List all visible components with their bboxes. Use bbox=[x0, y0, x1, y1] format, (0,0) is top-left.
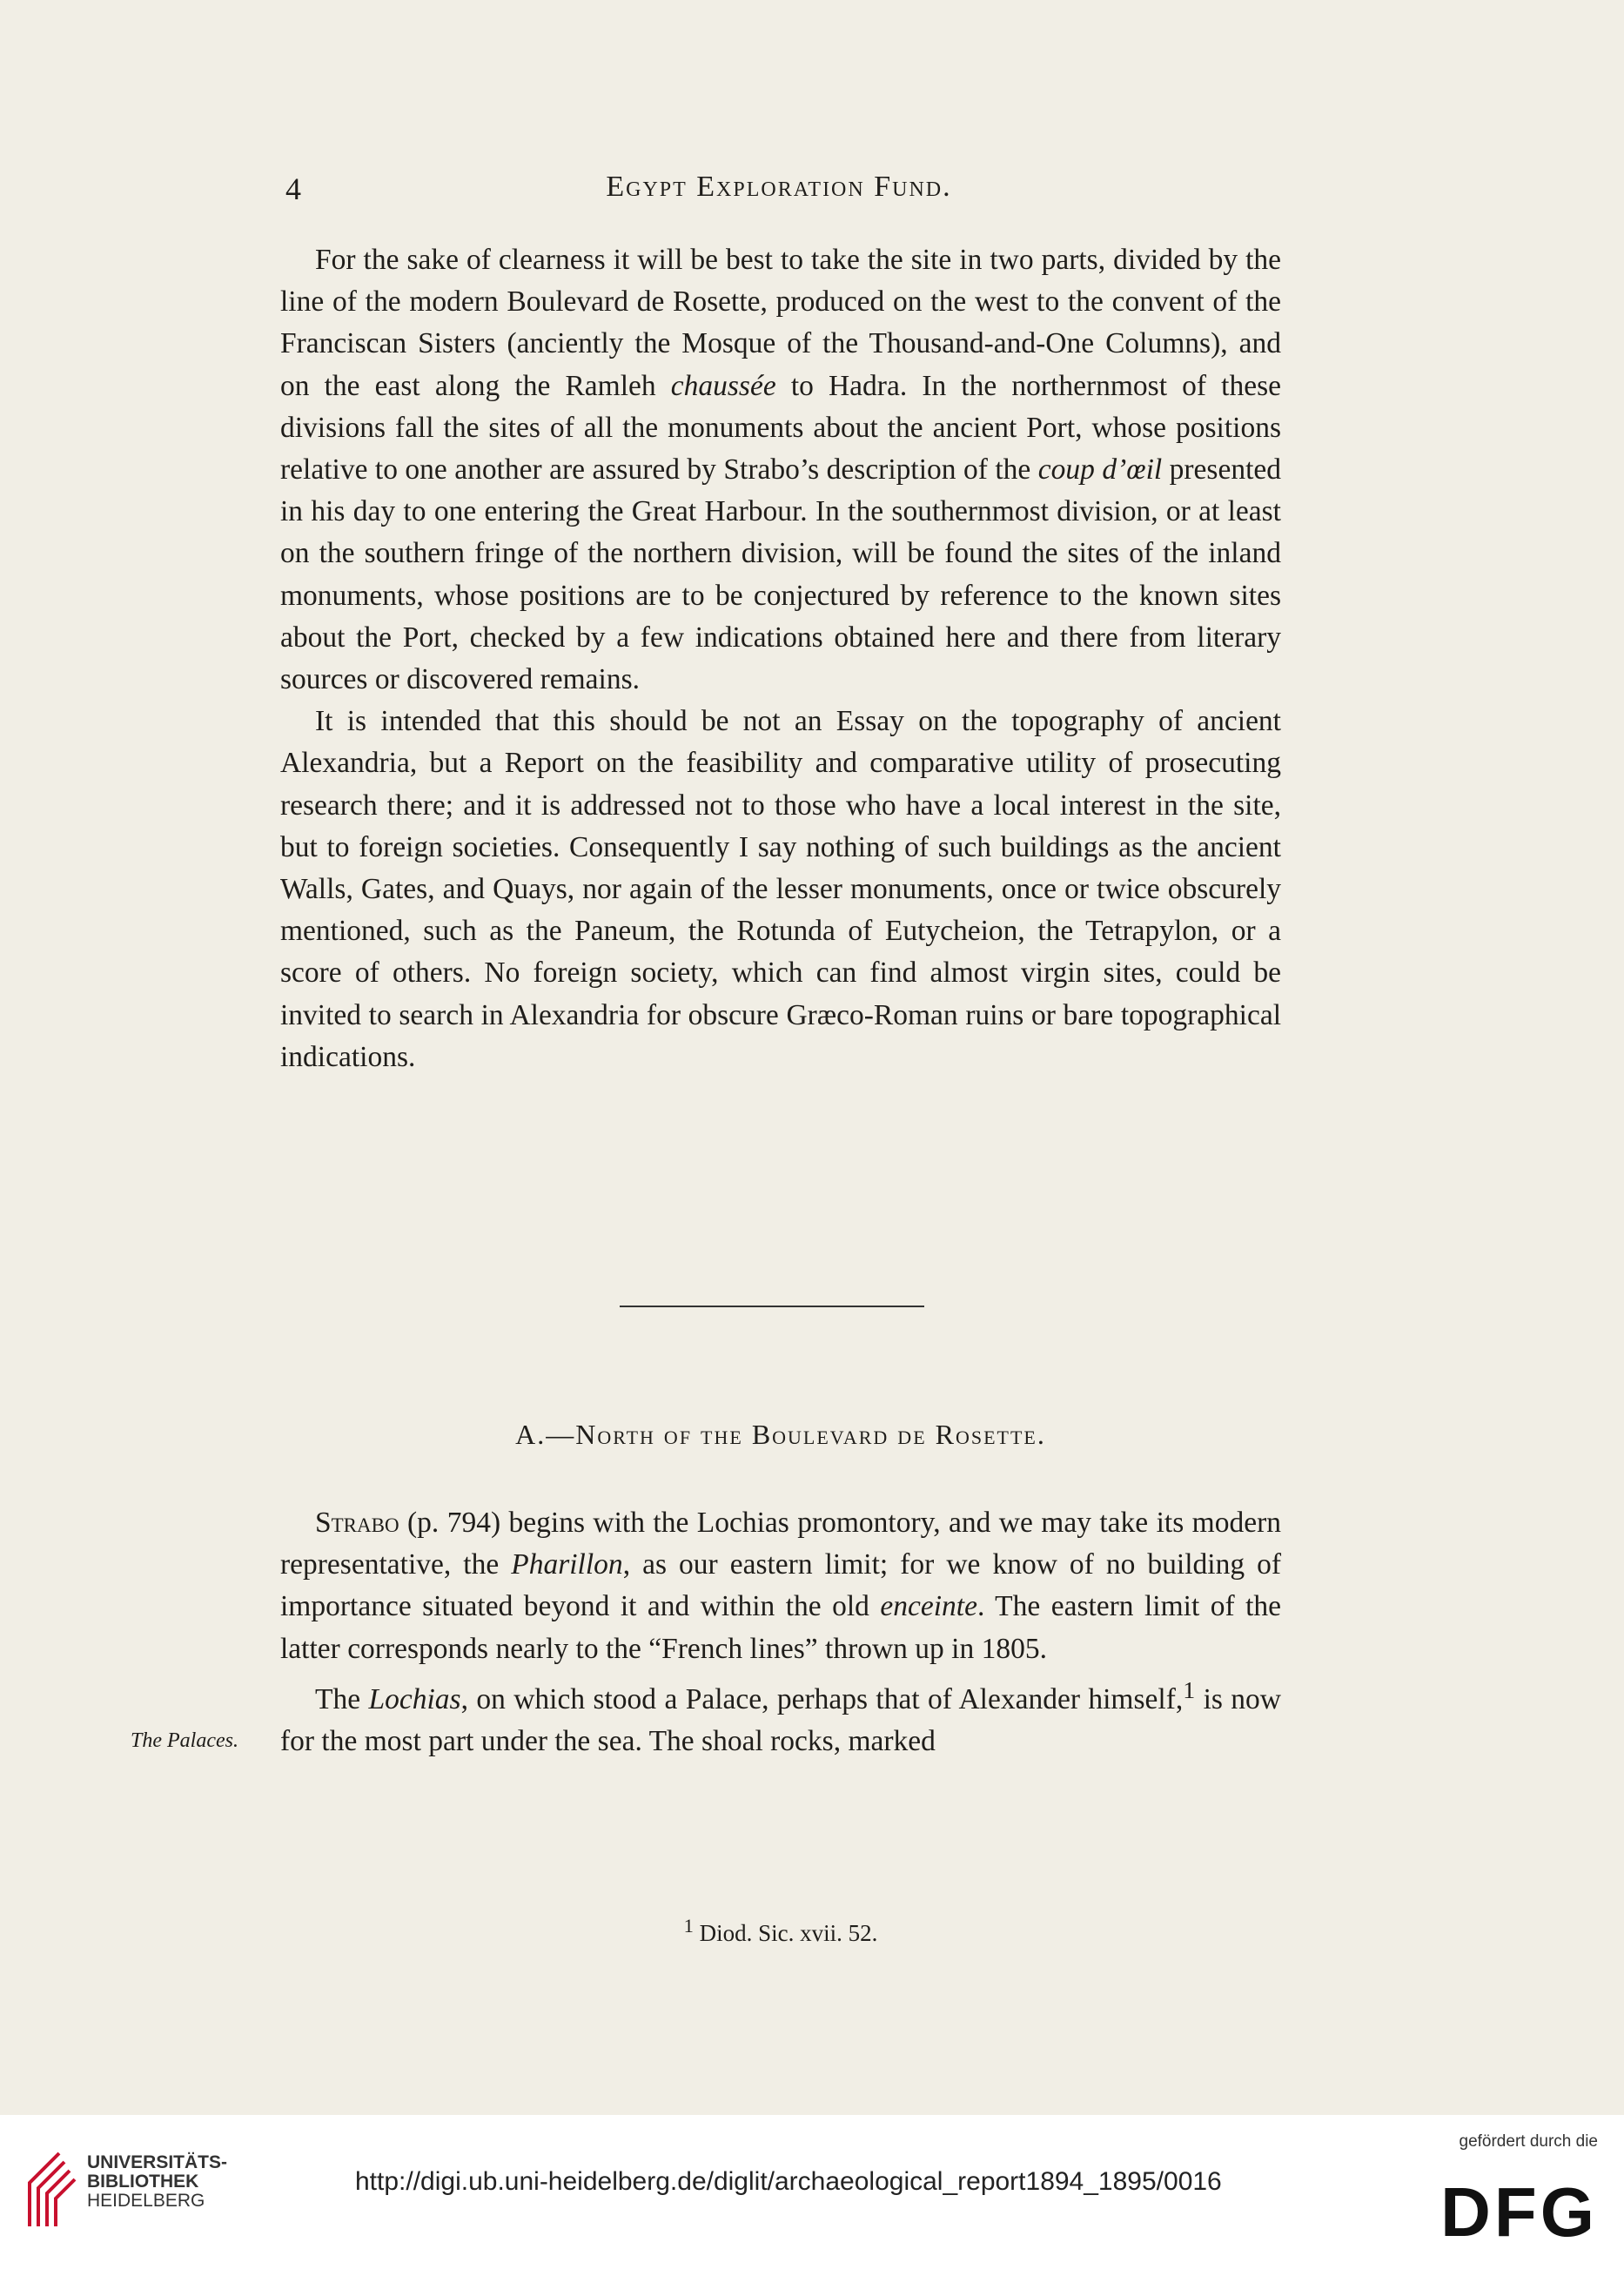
university-library-logo-icon bbox=[24, 2148, 78, 2228]
university-library-name: UNIVERSITÄTS- BIBLIOTHEK HEIDELBERG bbox=[87, 2152, 228, 2211]
paragraph-3: Strabo (p. 794) begins with the Lochias promontory, and we may take its modern representative, the Pharillon, as our eastern limit; for we know of no building of importance situated beyond it and within the old enceinte. The eastern limit of the latter corresponds nearly to the “French lines” thrown up in 1805. bbox=[280, 1507, 1282, 1665]
funding-caption: gefördert durch die bbox=[1459, 2132, 1598, 2151]
section-divider-rule bbox=[620, 1306, 924, 1307]
page-header bbox=[278, 171, 1279, 214]
margin-note: The Palaces. bbox=[131, 1729, 238, 1752]
source-url-link[interactable]: http://digi.ub.uni-heidelberg.de/diglit/archaeological_report1894_1895/0016 bbox=[355, 2167, 1222, 2196]
section-heading: A.—North of the Boulevard de Rosette. bbox=[515, 1419, 1046, 1450]
footnote-marker: 1 bbox=[1183, 1676, 1196, 1704]
digitization-footer bbox=[0, 2115, 1624, 2269]
page-number: 4 bbox=[285, 171, 301, 206]
paragraph-2: It is intended that this should be not an Essay on the topography of ancient Alexandria, but a Report on the feasibility and comparative utility of prosecuting research there; and it is addressed not to those who have a local interest in the site, but to foreign societies. Consequently I say nothing of such buildings as the ancient Walls, Gates, and Quays, nor again of the lesser monuments, once or twice obscurely mentioned, such as the Paneum, the Rotunda of Eutycheion, the Tetrapylon, or a score of others. No foreign society, which can find almost virgin sites, could be invited to search in Alexandria for obscure Græco-Roman ruins or bare topographical indications. bbox=[280, 705, 1281, 1073]
body-text-block-2 bbox=[280, 1502, 1281, 1762]
paragraph-4: The Lochias, on which stood a Palace, perhaps that of Alexander himself,$^1$ is now for the most part under the sea. The shoal rocks, marked bbox=[280, 1676, 1281, 1758]
dfg-logo: DFG bbox=[1440, 2173, 1598, 2251]
paragraph-1: For the sake of clearness it will be best to take the site in two parts, divided by the line of the modern Boulevard de Rosette, produced on the west to the convent of the Franciscan Sisters (anciently the Mosque of the Thousand-and-One Columns), and on the east along the Ramleh chaussée to Hadra. In the northernmost of these divisions fall the sites of all the monuments about the ancient Port, whose positions relative to one another are assured by Strabo’s description of the coup d’œil presented in his day to one entering the Great Harbour. In the southernmost division, or at least on the southern fringe of the northern division, will be found the sites of the inland monuments, whose positions are to be conjectured by reference to the known sites about the Port, checked by a few indications obtained here and there from literary sources or discovered remains. bbox=[280, 244, 1282, 696]
running-title: Egypt Exploration Fund. bbox=[606, 171, 952, 203]
body-text-block-1 bbox=[280, 239, 1281, 1078]
footnote: $^1$ Diod. Sic. xvii. 52. bbox=[683, 1915, 878, 1946]
